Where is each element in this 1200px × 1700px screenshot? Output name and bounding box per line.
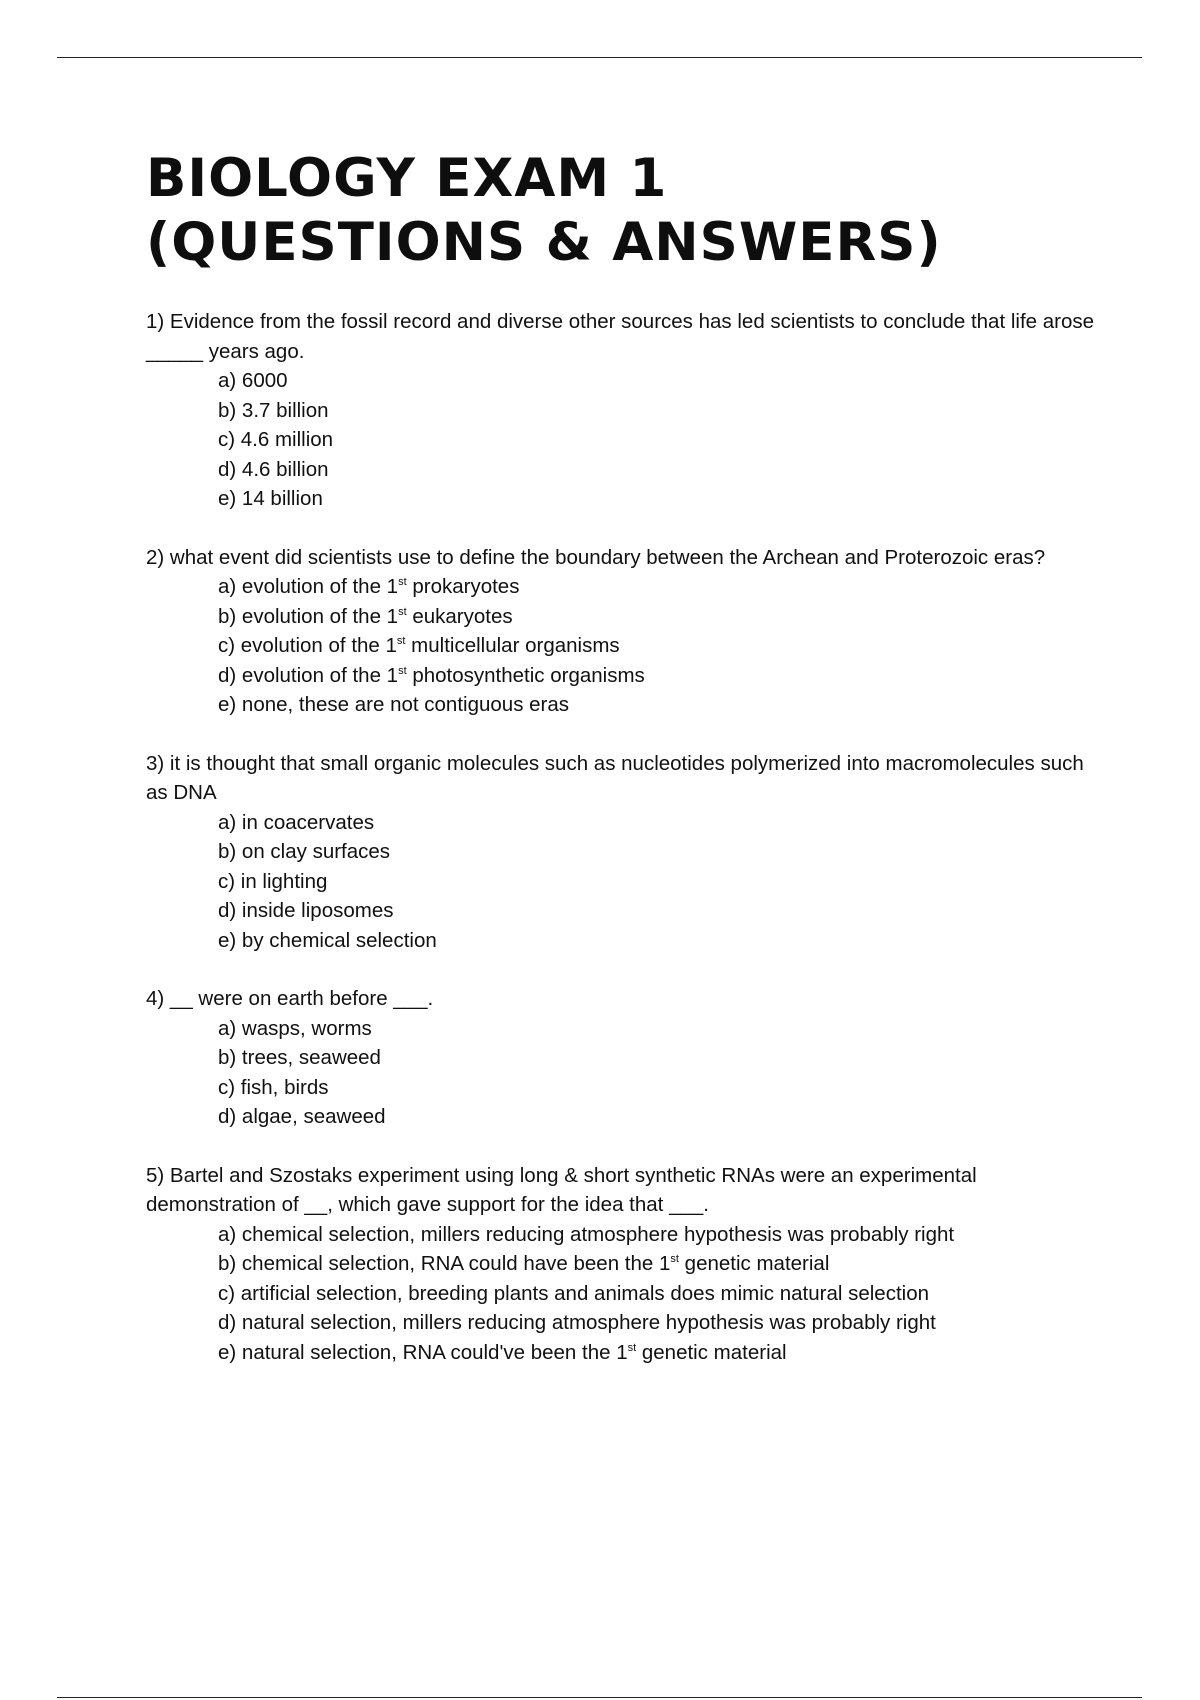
option-text-continued: genetic material [636,1340,787,1364]
answer-option [218,396,1096,426]
answer-option [218,926,1096,956]
question-3 [146,749,1096,956]
answer-option [218,455,1096,485]
question-5 [146,1161,1096,1368]
option-text: c) artificial selection, breeding plants and animals does mimic natural selection [218,1281,930,1305]
question-stem: 2) what event did scientists use to define the boundary between the Archean and Proterozoic eras? [146,545,1046,569]
answer-options [146,366,1096,514]
option-text: e) natural selection, RNA could've been the 1 [218,1340,628,1364]
option-text: b) 3.7 billion [218,398,329,422]
option-text: e) by chemical selection [218,928,437,952]
question-stem: 5) Bartel and Szostaks experiment using long & short synthetic RNAs were an experimental demonstration of __, which gave support for the idea that ___. [146,1163,977,1216]
answer-option [218,1308,1096,1338]
answer-option [218,1220,1096,1250]
page-title [146,147,1096,275]
option-text-continued: genetic material [678,1252,830,1275]
option-text: b) on clay surfaces [218,840,391,863]
answer-option [218,661,1096,691]
answer-option [218,1014,1096,1044]
answer-option [218,1102,1096,1132]
option-text: d) evolution of the 1 [218,663,399,687]
answer-option [218,1279,1096,1309]
answer-options [146,1014,1096,1132]
option-text: e) none, these are not contiguous eras [218,693,570,716]
title-line-2: (QUESTIONS & ANSWERS) [146,212,942,273]
option-text: b) evolution of the 1 [218,604,399,628]
ordinal-suffix: st [398,664,407,677]
option-text: d) inside liposomes [218,899,394,922]
answer-option [218,631,1096,661]
answer-option [218,896,1096,926]
option-text: c) evolution of the 1 [218,634,397,657]
ordinal-suffix: st [627,1341,637,1354]
answer-option [218,1338,1096,1368]
question-stem: 1) Evidence from the fossil record and diverse other sources has led scientists to conclude that life arose _____ years ago. [146,310,1095,363]
question-2 [146,543,1096,720]
ordinal-suffix: st [398,576,407,588]
option-text: d) natural selection, millers reducing atmosphere hypothesis was probably right [218,1311,936,1334]
ordinal-suffix: st [670,1253,679,1265]
answer-option [218,572,1096,602]
option-text: e) 14 billion [218,487,323,510]
option-text-continued: eukaryotes [406,604,513,628]
option-text: a) wasps, worms [218,1016,372,1040]
question-4 [146,984,1096,1132]
option-text: c) 4.6 million [218,428,334,451]
question-stem: 4) __ were on earth before ___. [146,987,434,1010]
answer-option [218,484,1096,514]
question-list [146,307,1096,1367]
answer-option [218,837,1096,867]
question-1 [146,307,1096,514]
option-text: a) evolution of the 1 [218,575,399,598]
option-text: b) chemical selection, RNA could have been the 1 [218,1252,671,1275]
answer-option [218,690,1096,720]
answer-option [218,366,1096,396]
option-text: d) 4.6 billion [218,457,329,481]
option-text: c) fish, birds [218,1075,329,1099]
answer-option [218,867,1096,897]
option-text: a) 6000 [218,369,288,392]
answer-option [218,808,1096,838]
top-rule [57,57,1142,58]
answer-option [218,425,1096,455]
option-text: a) chemical selection, millers reducing atmosphere hypothesis was probably right [218,1222,955,1246]
ordinal-suffix: st [396,635,406,647]
option-text-continued: photosynthetic organisms [406,663,645,687]
answer-options [146,572,1096,720]
option-text: c) in lighting [218,869,328,893]
answer-option [218,1249,1096,1279]
ordinal-suffix: st [398,605,407,618]
answer-option [218,1043,1096,1073]
bottom-rule [57,1697,1142,1698]
option-text: a) in coacervates [218,810,375,834]
option-text: d) algae, seaweed [218,1105,386,1128]
option-text-continued: prokaryotes [406,575,520,598]
question-stem: 3) it is thought that small organic molecules such as nucleotides polymerized into macromolecules such as DNA [146,751,1084,804]
option-text: b) trees, seaweed [218,1046,381,1069]
answer-option [218,1073,1096,1103]
answer-options [146,1220,1096,1368]
page-content [146,147,1096,1396]
answer-options [146,808,1096,956]
title-line-1: BIOLOGY EXAM 1 [146,148,668,209]
option-text-continued: multicellular organisms [405,634,620,657]
answer-option [218,602,1096,632]
